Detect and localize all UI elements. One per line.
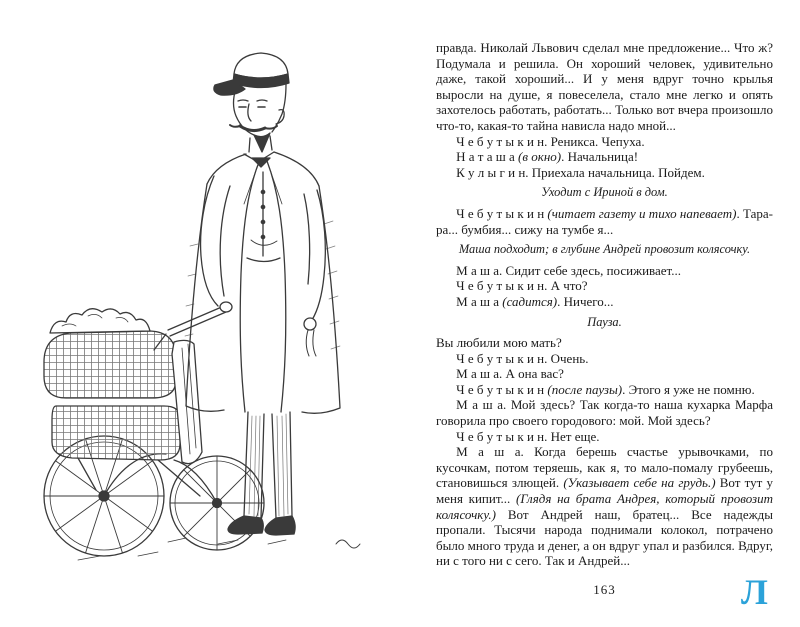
stage-direction bbox=[436, 242, 773, 258]
paragraph bbox=[436, 165, 773, 181]
text-run: Ч е б у т ы к и н bbox=[456, 381, 548, 397]
text-run: Уходит с Ириной в дом. bbox=[541, 185, 668, 200]
paragraph bbox=[436, 149, 773, 165]
paragraph bbox=[436, 206, 773, 237]
text-run: Ч е б у т ы к и н bbox=[456, 205, 548, 221]
paragraph bbox=[436, 278, 773, 294]
text-run: М а ш а. Сидит себе здесь, посиживает... bbox=[456, 262, 682, 278]
text-run: . Этого я уже не помню. bbox=[622, 381, 755, 397]
ink-drawing bbox=[18, 44, 428, 579]
stage-note: (садится) bbox=[502, 293, 558, 309]
text-run: М а ш а. Мой здесь? Так когда-то наша кухарка Марфа говорила про своего городового: мой. Мой здесь? bbox=[436, 397, 773, 429]
text-run: Ч е б у т ы к и н. Нет еще. bbox=[456, 428, 600, 444]
paragraph bbox=[436, 40, 773, 134]
text-run: Ч е б у т ы к и н. Очень. bbox=[456, 350, 589, 366]
stage-note: (Глядя на брата Андрея, который провозит колясочку.) bbox=[436, 491, 773, 522]
paragraph bbox=[436, 444, 773, 569]
text-run: Н а т а ш а bbox=[456, 149, 519, 165]
paragraph bbox=[436, 335, 773, 351]
paragraph bbox=[436, 397, 773, 428]
stage-direction bbox=[436, 315, 773, 331]
text-run: М а ш а. А она вас? bbox=[456, 366, 564, 382]
text-run: Ч е б у т ы к и н. Реникса. Чепуха. bbox=[456, 133, 645, 149]
text-run: . Тара-ра... бумбия... сижу на тумбе я... bbox=[436, 205, 773, 237]
stage-note: (после паузы) bbox=[547, 381, 623, 397]
stage-note: (Указывает себе на грудь.) bbox=[563, 475, 716, 491]
paragraph bbox=[436, 382, 773, 398]
paragraph bbox=[436, 134, 773, 150]
labirint-watermark: Л bbox=[741, 572, 768, 612]
man-with-pram-illustration bbox=[18, 44, 428, 579]
paragraph bbox=[436, 263, 773, 279]
paragraph bbox=[436, 366, 773, 382]
text-run: Ч е б у т ы к и н. А что? bbox=[456, 278, 588, 294]
paragraph bbox=[436, 294, 773, 310]
text-run: правда. Николай Львович сделал мне предложение... Что ж? Подумала и решила. Он хороший человек, удивительно даже, такой хороший... И у меня вдруг точно крылья выросли на душе, я повеселела, стало мне легко и опять захотелось работать, работать... Только вот вчера произошло что-то, какая-то тайна нависла надо мной... bbox=[436, 40, 773, 133]
text-run: М а ш а bbox=[456, 293, 503, 309]
stage-note: (в окно) bbox=[518, 149, 562, 165]
text-run: К у л ы г и н. Приехала начальница. Пойдем. bbox=[456, 164, 705, 180]
text-run: Вот тут у меня кипит... bbox=[436, 475, 773, 507]
text-run: Маша подходит; в глубине Андрей провозит колясочку. bbox=[458, 242, 751, 257]
stage-note: (читает газету и тихо напевает) bbox=[547, 205, 737, 221]
page-number: 163 bbox=[593, 582, 616, 597]
text-run: . Начальница! bbox=[561, 149, 639, 165]
text-run: . Ничего... bbox=[557, 293, 614, 309]
text-run: Вы любили мою мать? bbox=[436, 335, 562, 351]
text-run: Вот Андрей наш, братец... Все надежды пропали. Тысячи народа поднимали колокол, потрачено было много труда и денег, а он вдруг упал и разбился. Вдруг, ни с того ни с сего. Так и Андрей... bbox=[436, 506, 773, 569]
text-column bbox=[436, 40, 773, 580]
text-run: М а ш а. Когда берешь счастье урывочками, по кусочкам, потом теряешь, как я, то мало-помалу грубеешь, становишься злющей. bbox=[436, 444, 773, 491]
paragraph bbox=[436, 429, 773, 445]
stage-direction bbox=[436, 185, 773, 201]
paragraph bbox=[436, 351, 773, 367]
text-run: Пауза. bbox=[587, 314, 622, 329]
